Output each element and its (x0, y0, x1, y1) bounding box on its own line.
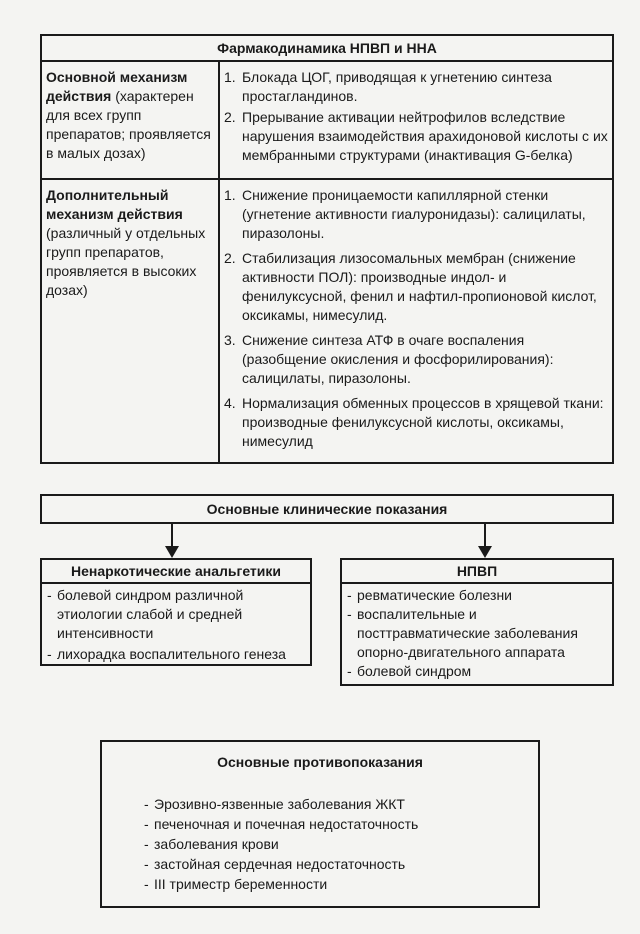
list-item: - болевой синдром различной этиологии слабой и средней интенсивности (47, 587, 244, 641)
main-mechanism-note: (характерен для всех групп препаратов; проявляется в малых дозах) (46, 88, 211, 161)
contraindications-list (144, 794, 524, 894)
list-item: 1. Блокада ЦОГ, приводящая к угнетению синтеза простагландинов. (224, 69, 552, 104)
list-item: - заболевания крови (144, 836, 279, 852)
main-mechanism-title: Основной механизм действия (46, 69, 188, 104)
list-item: 3. Снижение синтеза АТФ в очаге воспаления (разобщение окисления и фосфорилирования): салицилаты, пиразолоны. (224, 332, 554, 386)
nsaid-title: НПВП (342, 560, 612, 584)
contraindications-box (100, 740, 540, 908)
table-title: Фармакодинамика НПВП и ННА (42, 36, 612, 62)
list-item: - Эрозивно-язвенные заболевания ЖКТ (144, 796, 405, 812)
nna-indications-list (47, 586, 307, 664)
list-item: 2. Стабилизация лизосомальных мембран (снижение активности ПОЛ): производные индол- и фенилуксусной, фенил и нафтил-пропионовой кислот, оксикамы, нимесулид. (224, 250, 597, 323)
list-item: 2. Прерывание активации нейтрофилов вследствие нарушения взаимодействия арахидоновой кислоты с их мембранными структурами (инактивация G-белка) (224, 109, 608, 163)
additional-mechanism-note: (различный у отдельных групп препаратов, проявляется в высоких дозах) (46, 225, 206, 298)
additional-mechanism-title: Дополнительный механизм действия (46, 187, 183, 222)
contraindications-title: Основные противопоказания (217, 754, 423, 770)
list-item: 4. Нормализация обменных процессов в хрящевой ткани: производные фенилуксусной кислоты, оксикамы, нимесулид (224, 395, 604, 449)
list-item: 1. Снижение проницаемости капиллярной стенки (угнетение активности гиалуронидазы): салицилаты, пиразолоны. (224, 187, 586, 241)
list-item: - ревматические болезни (347, 587, 513, 603)
list-item: - III триместр беременности (144, 876, 328, 892)
nna-title: Ненаркотические анальгетики (42, 560, 310, 584)
list-item: - застойная сердечная недостаточность (144, 856, 406, 872)
indications-title: Основные клинические показания (206, 501, 448, 517)
list-item: - болевой синдром (347, 663, 472, 679)
nsaid-indications-list (347, 586, 609, 681)
list-item: - лихорадка воспалительного генеза (47, 646, 286, 662)
list-item: - воспалительные и посттравматические заболевания опорно-двигательного аппарата (347, 606, 578, 660)
nsaid-box (340, 558, 614, 686)
nna-box (40, 558, 312, 666)
list-item: - печеночная и почечная недостаточность (144, 816, 419, 832)
